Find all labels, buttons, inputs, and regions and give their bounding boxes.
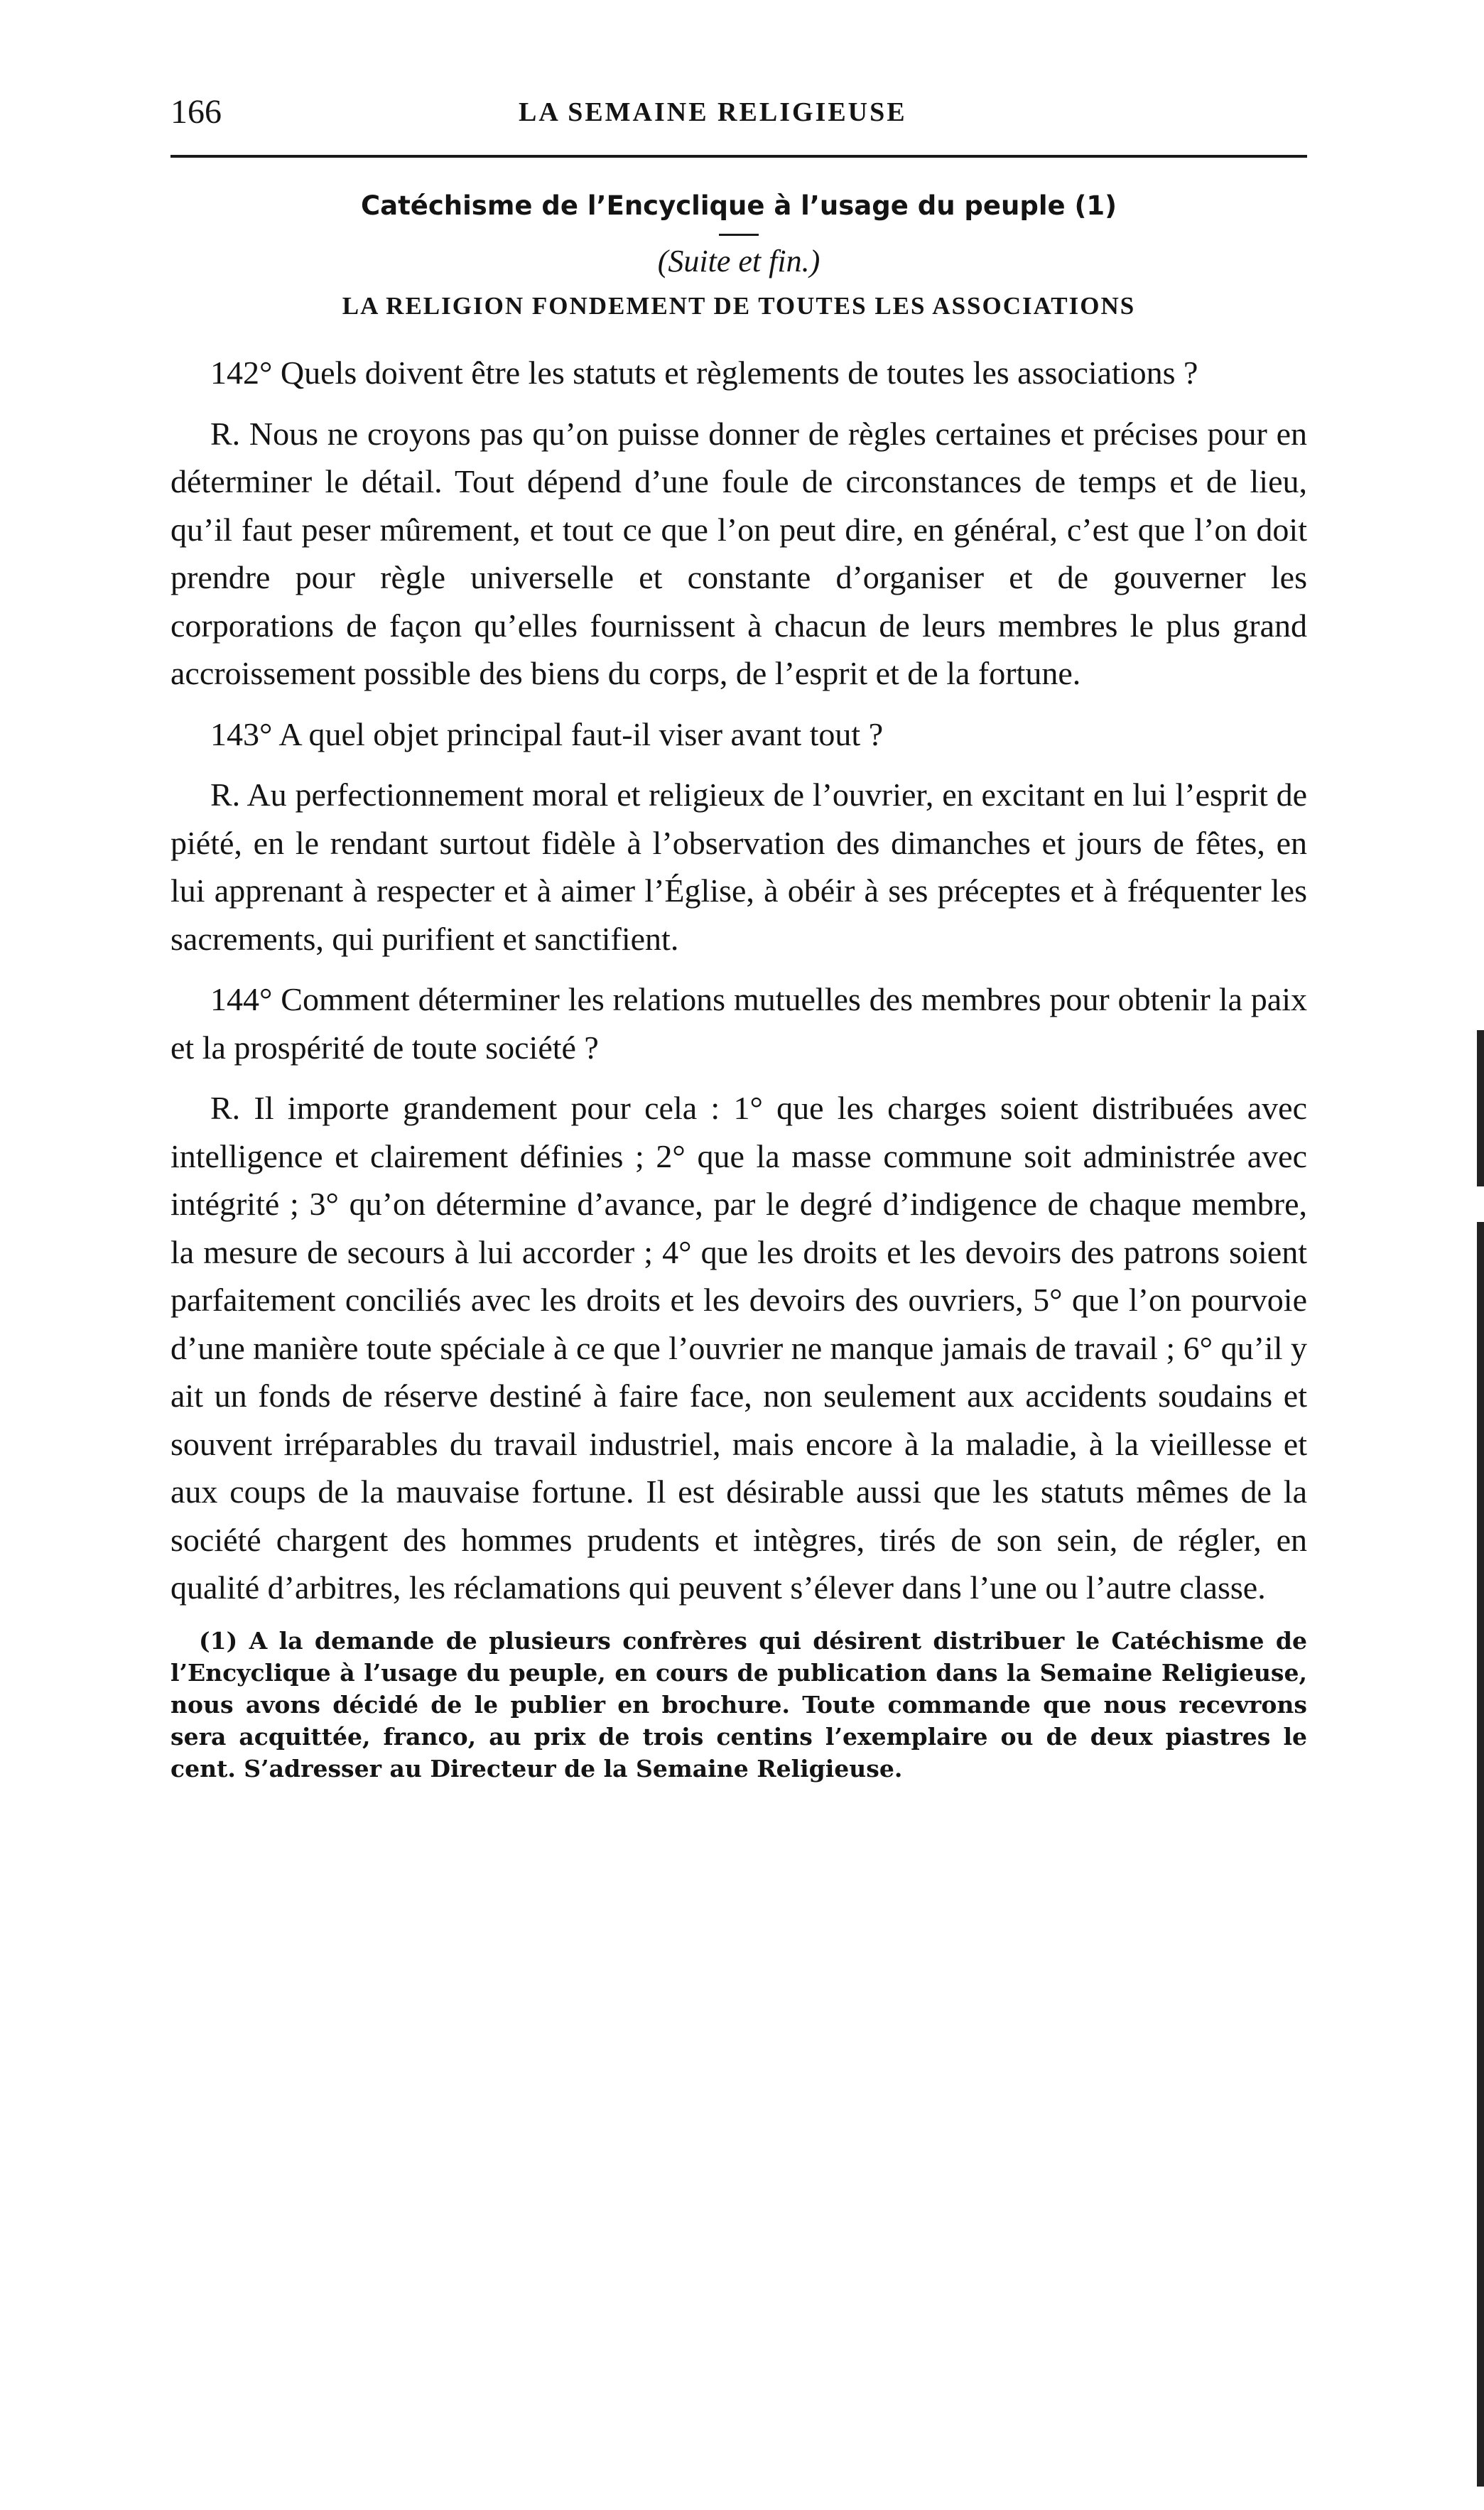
answer-144: R. Il importe grandement pour cela : 1° que les charges soient distribuées avec intelligence et clairement définies ; 2° que la masse commune soit administrée avec intégrité ; 3° qu’on détermine d’avance, par le degré d’indigence de chaque membre, la mesure de secours à lui accorder ; 4° que les droits et les devoirs des patrons soient parfaitement conciliés avec les droits et les devoirs des ouvriers, 5° que l’on pourvoie d’une manière toute spéciale à ce que l’ouvrier ne manque jamais de travail ; 6° qu’il y ait un fonds de réserve destiné à faire face, non seulement aux accidents soudains et souvent irréparables du travail industriel, mais encore à la maladie, à la vieillesse et aux coups de la mauvaise fortune. Il est désirable aussi que les statuts mêmes de la société chargent des hommes prudents et intègres, tirés de son sein, de régler, en qualité d’arbitres, les réclamations qui peuvent s’élever dans l’une ou l’autre classe.: [170, 1090, 1307, 1606]
question-144: 144° Comment déterminer les relations mutuelles des membres pour obtenir la paix et la prospérité de toute société ?: [170, 981, 1307, 1066]
article-title: Catéchisme de l’Encyclique à l’usage du peuple (1): [360, 190, 1117, 221]
question-142: 142° Quels doivent être les statuts et règlements de toutes les associations ?: [210, 355, 1198, 391]
answer-142: R. Nous ne croyons pas qu’on puisse donner de règles certaines et précises pour en déterminer le détail. Tout dépend d’une foule de circonstances de temps et de lieu, qu’il faut peser mûrement, et tout ce que l’on peut dire, en général, c’est que l’on doit prendre pour règle universelle et constante d’organiser et de gouverner les corporations de façon qu’elles fournissent à chacun de leurs membres le plus grand accroissement possible des biens du corps, de l’esprit et de la fortune.: [170, 415, 1307, 691]
footnote-1: (1) A la demande de plusieurs confrères qui désirent distribuer le Catéchisme de l’Encyclique à l’usage du peuple, en cours de publication dans la Semaine Religieuse, nous avons décidé de le publier en brochure. Toute commande que nous recevrons sera acquittée, franco, au prix de trois centins l’exemplaire ou de deux piastres le cent. S’adresser au Directeur de la Semaine Religieuse.: [170, 1626, 1307, 1783]
page-number: 166: [170, 93, 222, 131]
running-head: LA SEMAINE RELIGIEUSE: [519, 97, 907, 127]
document-page: [170, 85, 1307, 1785]
question-143: 143° A quel objet principal faut-il viser avant tout ?: [210, 715, 884, 752]
title-rule: [719, 234, 759, 236]
article-body: [170, 349, 1307, 1612]
answer-143: R. Au perfectionnement moral et religieux de l’ouvrier, en excitant en lui l’esprit de piété, en le rendant surtout fidèle à l’observation des dimanches et jours de fêtes, en lui apprenant à respecter et à aimer l’Église, à obéir à ses préceptes et à fréquenter les sacrements, qui purifient et sanctifient.: [170, 777, 1307, 957]
section-heading: LA RELIGION FONDEMENT DE TOUTES LES ASSOCIATIONS: [342, 292, 1136, 320]
article-subtitle: (Suite et fin.): [657, 244, 820, 278]
scan-edge-mark: [1477, 1030, 1484, 1186]
footnotes: [170, 1625, 1307, 1785]
header-rule: [170, 155, 1307, 158]
scan-edge-mark: [1477, 1222, 1484, 2487]
page-header: [170, 85, 1307, 149]
